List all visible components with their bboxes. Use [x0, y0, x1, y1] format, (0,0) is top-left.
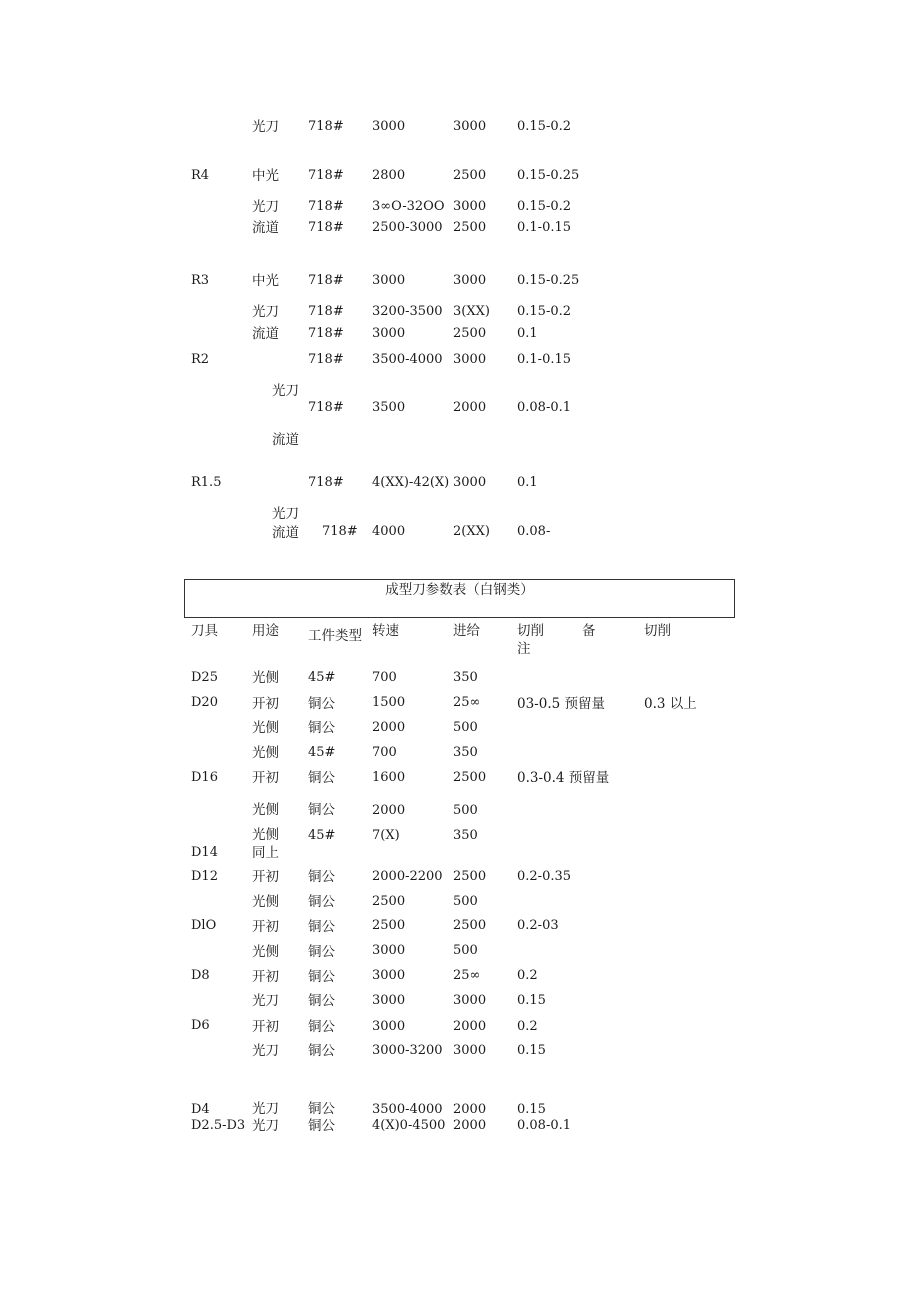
table-cell: R3 [191, 273, 210, 288]
table-cell: D8 [191, 968, 210, 983]
table-cell: 2000 [453, 400, 487, 415]
table-cell: 0.15-0.25 [517, 168, 580, 183]
table-cell: 718# [308, 119, 344, 134]
table-cell: D4 [191, 1102, 210, 1117]
table-cell: D14 [191, 845, 218, 860]
table-cell: 3000 [372, 326, 406, 341]
table-cell: 718# [308, 400, 344, 415]
table-cell: 光侧 [252, 827, 279, 843]
table-cell: 2000 [453, 1019, 487, 1034]
table-cell: 0.2 [517, 1019, 538, 1034]
table-cell: 2500 [453, 869, 487, 884]
table-cell: 718# [308, 220, 344, 235]
table-cell: 3500-4000 [372, 352, 443, 367]
table-cell: 2500 [453, 918, 487, 933]
table-cell: 718# [308, 273, 344, 288]
table-cell: 2000 [372, 803, 406, 818]
table-cell: 光刀 [252, 304, 279, 320]
table-cell: 铜公 [308, 696, 335, 712]
table-cell: 0.1 [517, 326, 538, 341]
table-cell: 2500 [372, 894, 406, 909]
table-cell: R2 [191, 352, 210, 367]
table-cell: R1.5 [191, 475, 222, 490]
table-cell: 0.1-0.15 [517, 220, 572, 235]
table-cell: 0.2 [517, 968, 538, 983]
table-cell: 0.15-0.2 [517, 119, 572, 134]
table-cell: 铜公 [308, 802, 335, 818]
table-cell: 0.15 [517, 1102, 546, 1117]
table-cell: 铜公 [308, 869, 335, 885]
table-cell: 流道 [252, 220, 279, 236]
table-cell: 光刀 [252, 1043, 279, 1059]
table-cell: 光刀 [252, 199, 279, 215]
table-cell: 2000-2200 [372, 869, 443, 884]
table-cell: 718# [308, 326, 344, 341]
table-cell: 光刀 [272, 383, 299, 399]
table-cell: 铜公 [308, 993, 335, 1009]
table-cell: 铜公 [308, 1118, 335, 1134]
table-cell: 刀具 [191, 623, 218, 639]
table-title-box [184, 579, 735, 618]
table-cell: 3500 [372, 400, 406, 415]
table-cell: 铜公 [308, 1019, 335, 1035]
table-cell: 工件类型 [308, 628, 362, 644]
table-cell: 光侧 [252, 802, 279, 818]
table-cell: 3000 [453, 199, 487, 214]
table-cell: 0.15-0.2 [517, 304, 572, 319]
table-cell: 2000 [453, 1102, 487, 1117]
table-cell: 0.15 [517, 1043, 546, 1058]
table-cell: 500 [453, 720, 478, 735]
table-cell: 光刀 [272, 506, 299, 522]
table-title: 成型刀参数表（白钢类） [385, 582, 534, 598]
table-cell: D16 [191, 770, 218, 785]
table-cell: 718# [308, 475, 344, 490]
table-cell: 1600 [372, 770, 406, 785]
table-cell: 铜公 [308, 1101, 335, 1117]
table-cell: 光刀 [252, 1101, 279, 1117]
table-cell: 3000-3200 [372, 1043, 443, 1058]
table-cell: D12 [191, 869, 218, 884]
table-cell: 0.2-03 [517, 918, 559, 933]
table-cell: 光刀 [252, 1118, 279, 1134]
table-cell: 备 [582, 623, 596, 639]
table-cell: DlO [191, 918, 217, 933]
table-cell: 流道 [272, 525, 299, 541]
table-cell: 45# [308, 745, 336, 760]
table-cell: 切削 [644, 623, 671, 639]
table-cell: 3(XX) [453, 304, 490, 319]
table-cell: 铜公 [308, 969, 335, 985]
table-cell: D6 [191, 1018, 210, 1033]
table-cell: D20 [191, 695, 218, 710]
table-cell: 开初 [252, 770, 279, 786]
table-cell: 500 [453, 943, 478, 958]
table-cell: 3000 [453, 993, 487, 1008]
table-cell: 25∞ [453, 968, 481, 983]
table-cell: 7(X) [372, 828, 400, 843]
table-cell: 4(XX)-42(X) [372, 475, 450, 490]
table-cell: 开初 [252, 919, 279, 935]
table-cell: 03-0.5 预留量 [517, 696, 606, 712]
table-cell: 0.15 [517, 993, 546, 1008]
table-cell: 开初 [252, 696, 279, 712]
table-cell: 45# [308, 828, 336, 843]
table-cell: 4000 [372, 524, 406, 539]
table-cell: 铜公 [308, 1043, 335, 1059]
table-cell: 2500 [453, 168, 487, 183]
table-cell: 500 [453, 803, 478, 818]
table-cell: 718# [308, 352, 344, 367]
table-cell: 2500 [453, 770, 487, 785]
table-cell: 铜公 [308, 894, 335, 910]
table-cell: 中光 [252, 273, 279, 289]
table-cell: 中光 [252, 168, 279, 184]
table-cell: 25∞ [453, 695, 481, 710]
table-cell: 0.3-0.4 预留量 [517, 770, 610, 786]
table-cell: 铜公 [308, 770, 335, 786]
table-cell: 500 [453, 894, 478, 909]
table-cell: 0.1-0.15 [517, 352, 572, 367]
table-cell: 3500-4000 [372, 1102, 443, 1117]
table-cell: 0.15-0.25 [517, 273, 580, 288]
table-cell: 开初 [252, 869, 279, 885]
table-cell: 用途 [252, 623, 279, 639]
table-cell: 进给 [453, 623, 480, 639]
table-cell: 718# [308, 168, 344, 183]
table-cell: 流道 [252, 326, 279, 342]
table-cell: 1500 [372, 695, 406, 710]
table-cell: 光侧 [252, 745, 279, 761]
table-cell: 光侧 [252, 670, 279, 686]
table-cell: 4(X)0-4500 [372, 1118, 446, 1133]
table-cell: 2500 [372, 918, 406, 933]
table-cell: 流道 [272, 432, 299, 448]
table-cell: 光侧 [252, 720, 279, 736]
table-cell: 3000 [372, 993, 406, 1008]
table-cell: 铜公 [308, 944, 335, 960]
table-cell: 3000 [372, 943, 406, 958]
table-cell: 2500 [453, 326, 487, 341]
table-cell: 同上 [252, 845, 279, 861]
table-cell: 2000 [453, 1118, 487, 1133]
table-cell: 350 [453, 745, 478, 760]
table-cell: 718# [322, 524, 358, 539]
table-cell: 3000 [372, 1019, 406, 1034]
table-cell: 0.1 [517, 475, 538, 490]
table-cell: 3000 [453, 273, 487, 288]
table-cell: 2500-3000 [372, 220, 443, 235]
table-cell: 3000 [453, 352, 487, 367]
table-cell: 3000 [372, 968, 406, 983]
table-cell: 3000 [372, 119, 406, 134]
table-cell: 2000 [372, 720, 406, 735]
table-cell: 铜公 [308, 720, 335, 736]
table-cell: 3∞O-32OO [372, 199, 445, 214]
table-cell: 0.08- [517, 524, 551, 539]
table-cell: 350 [453, 828, 478, 843]
table-cell: 铜公 [308, 919, 335, 935]
table-cell: 3000 [453, 475, 487, 490]
table-cell: 0.08-0.1 [517, 400, 572, 415]
table-cell: 3000 [372, 273, 406, 288]
table-cell: 700 [372, 745, 397, 760]
table-cell: 0.15-0.2 [517, 199, 572, 214]
table-cell: 0.3 以上 [644, 696, 697, 712]
table-cell: 切削 [517, 623, 544, 639]
table-cell: 3000 [453, 1043, 487, 1058]
table-cell: 开初 [252, 1019, 279, 1035]
table-cell: D2.5-D3 [191, 1118, 246, 1133]
table-cell: 2(XX) [453, 524, 490, 539]
table-cell: 3000 [453, 119, 487, 134]
table-cell: 注 [517, 641, 531, 657]
table-cell: R4 [191, 168, 210, 183]
table-cell: 700 [372, 670, 397, 685]
table-cell: 转速 [372, 623, 399, 639]
table-cell: D25 [191, 670, 218, 685]
table-cell: 350 [453, 670, 478, 685]
table-cell: 光刀 [252, 119, 279, 135]
table-cell: 光刀 [252, 993, 279, 1009]
table-cell: 光侧 [252, 894, 279, 910]
table-cell: 开初 [252, 969, 279, 985]
table-cell: 0.08-0.1 [517, 1118, 572, 1133]
table-cell: 2500 [453, 220, 487, 235]
table-cell: 718# [308, 304, 344, 319]
table-cell: 0.2-0.35 [517, 869, 572, 884]
table-cell: 2800 [372, 168, 406, 183]
table-cell: 3200-3500 [372, 304, 443, 319]
table-cell: 718# [308, 199, 344, 214]
table-cell: 45# [308, 670, 336, 685]
table-cell: 光侧 [252, 944, 279, 960]
